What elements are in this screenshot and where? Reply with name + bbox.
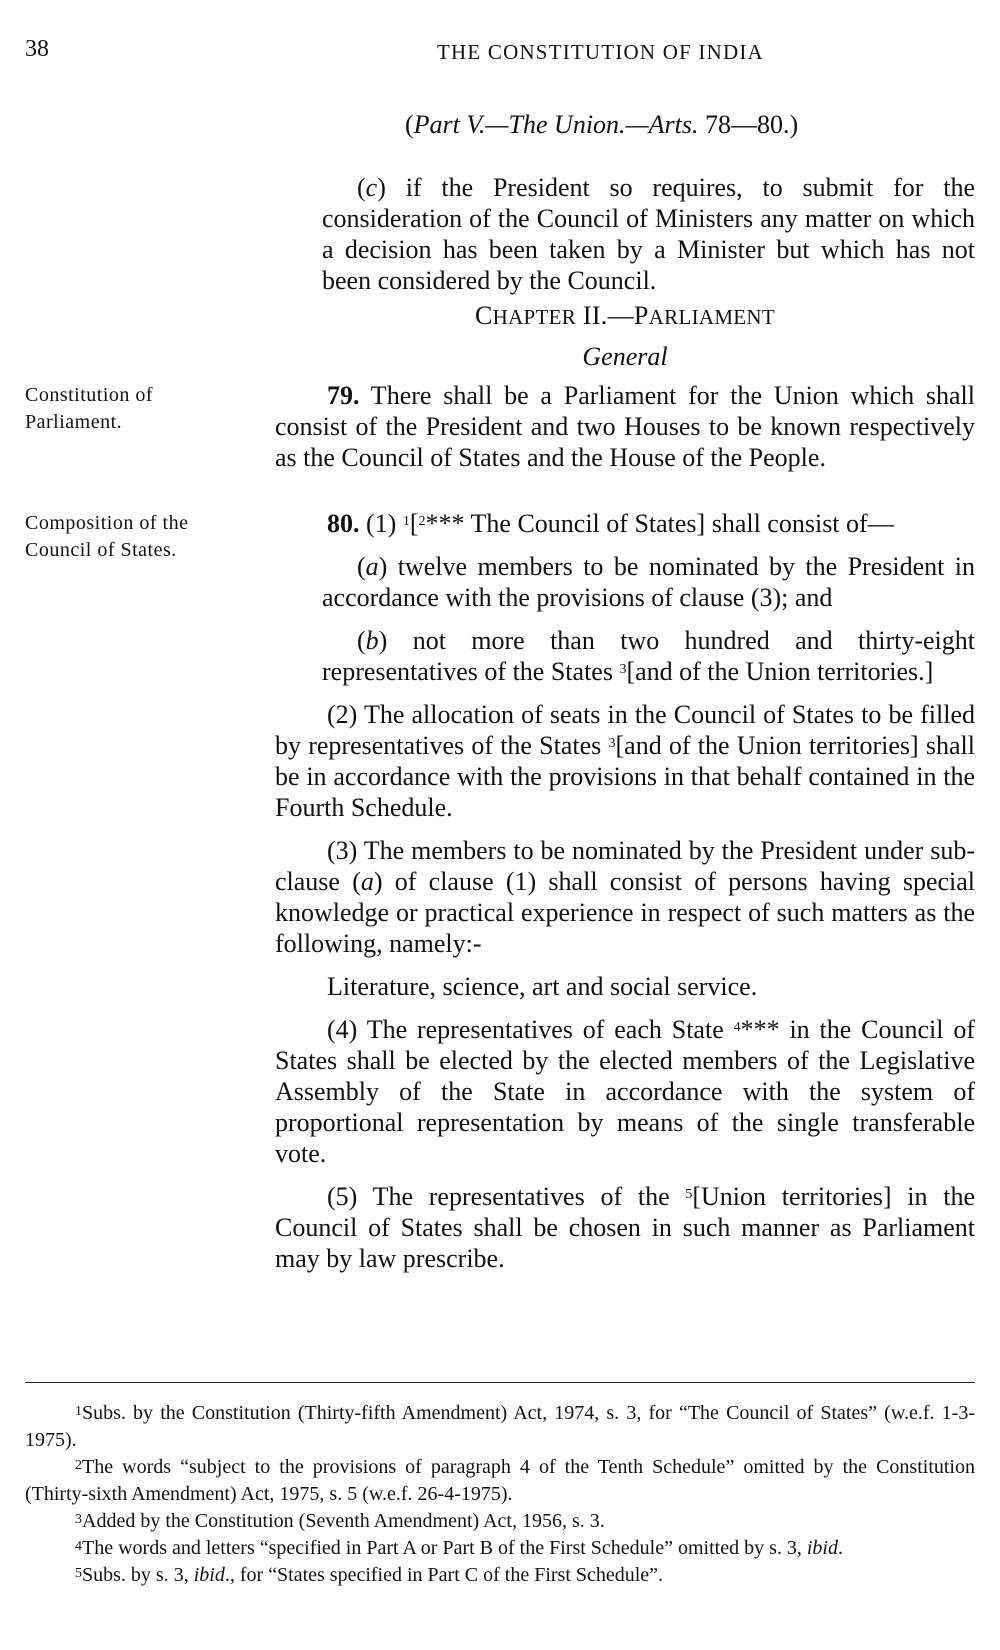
footnote-5-text: Subs. by s. 3,	[82, 1564, 194, 1586]
clause-c-label: c	[365, 173, 378, 202]
footnote-3-text: Added by the Constitution (Seventh Amendment) Act, 1956, s. 3.	[82, 1510, 605, 1532]
footnote-ref-5: 5	[685, 1187, 693, 1202]
clause-3-list: Literature, science, art and social service.	[327, 972, 758, 1001]
clause-c-block	[275, 172, 975, 308]
clause-1-text: *** The Council of States] shall consist of—	[425, 509, 894, 538]
article-80	[275, 508, 975, 1286]
article-79	[275, 380, 975, 485]
article-80-number: 80.	[327, 509, 360, 538]
clause-5-text-2: [Union territories] in the Council of States shall be chosen in such manner as Parliament may by law prescribe.	[275, 1182, 975, 1273]
clause-c: (c) if the President so requires, to submit for the consideration of the Council of Ministers any matter on which a decision has been taken by a Minister but which has not been considered by the Council.	[322, 173, 975, 295]
footnotes	[25, 1400, 975, 1589]
clause-4-text-1: (4) The representatives of each State	[327, 1015, 734, 1044]
clause-2-text-2: [and of the Union territories] shall be in accordance with the provisions in that behalf contained in the Fourth Schedule.	[275, 731, 975, 822]
footnote-ref-4: 4	[733, 1020, 741, 1035]
footnote-4-end: .	[838, 1537, 843, 1559]
sub-clause-a: (a) twelve members to be nominated by the President in accordance with the provisions of clause (3); and	[322, 552, 975, 612]
footnote-ref-1: 1	[402, 514, 410, 529]
chapter-smallcaps-2: ARLIAMENT	[648, 305, 776, 329]
footnote-ref-2: 2	[418, 514, 426, 529]
footnote-4-ibid: ibid	[806, 1537, 838, 1559]
article-80-clause-1	[275, 508, 975, 539]
sub-clause-b-text-2: [and of the Union territories.]	[626, 657, 934, 686]
section-subhead: General	[582, 342, 668, 371]
footnote-5-num: 5	[75, 1566, 82, 1581]
clause-5-text-1: (5) The representatives of the	[327, 1182, 686, 1211]
clause-3-italic: a	[360, 867, 374, 896]
footnote-ref-3: 3	[619, 662, 627, 677]
part-heading-range: 78—80.)	[698, 110, 799, 139]
sub-clause-b-label: b	[365, 626, 379, 655]
sub-clause-a-text: twelve members to be nominated by the President in accordance with the provisions of clause (3); and	[322, 552, 975, 612]
footnote-2	[25, 1454, 975, 1508]
footnote-1	[25, 1400, 975, 1454]
article-80-clause-2	[275, 699, 975, 823]
marginal-note-79: Constitution of Parliament.	[25, 384, 154, 433]
article-80-clause-4	[275, 1014, 975, 1169]
chapter-smallcaps-1: HAPTER	[492, 305, 577, 329]
footnote-divider	[25, 1382, 975, 1383]
footnote-5-ibid: ibid	[193, 1564, 225, 1586]
article-79-text	[275, 380, 975, 473]
part-heading	[405, 110, 798, 140]
footnote-ref-3b: 3	[608, 736, 616, 751]
footnote-5	[25, 1562, 975, 1589]
clause-2-text-1: (2) The allocation of seats in the Council of States to be filled by representatives of the States	[275, 700, 975, 760]
chapter-cap-p: II.—P	[576, 301, 649, 330]
sub-clause-b: (b) not more than two hundred and thirty-eight representatives of the States $^3$[and of the Union territories.]	[322, 626, 975, 686]
chapter-cap-c: C	[474, 301, 493, 330]
footnote-4-num: 4	[75, 1539, 82, 1554]
article-79-body: There shall be a Parliament for the Union which shall consist of the President and two Houses to be known respectively as the Council of States and the House of the People.	[275, 381, 975, 472]
article-80-clause-5	[275, 1181, 975, 1274]
footnote-5-end: ., for “States specified in Part C of the First Schedule”.	[224, 1564, 664, 1586]
clause-3-text-1: (3) The members to be nominated by the President under sub-clause (	[275, 836, 975, 896]
article-79-number: 79.	[327, 381, 360, 410]
sub-clause-a-label: a	[365, 552, 379, 581]
clause-c-text: if the President so requires, to submit for the consideration of the Council of Ministers any matter on which a decision has been taken by a Minister but which has not been considered by the Council.	[322, 173, 975, 295]
clause-1-bracket: [	[409, 509, 419, 538]
part-heading-open: (	[405, 110, 414, 139]
footnote-2-num: 2	[75, 1458, 82, 1473]
footnote-3-num: 3	[75, 1512, 82, 1527]
clause-4-text-2: *** in the Council of States shall be elected by the elected members of the Legislative Assembly of the State in accordance with the system of proportional representation by means of the single transferable vote.	[275, 1015, 975, 1168]
page-number: 38	[25, 36, 49, 62]
footnote-4	[25, 1535, 975, 1562]
chapter-heading	[275, 300, 975, 333]
part-heading-italic: Part V.—The Union.—Arts.	[413, 110, 699, 139]
sub-clause-b-text-1: not more than two hundred and thirty-eight representatives of the States	[322, 626, 975, 686]
article-80-clause-3	[275, 835, 975, 959]
clause-1-lead: (1)	[359, 509, 403, 538]
marginal-note-80: Composition of the Council of States.	[25, 512, 189, 561]
running-title: THE CONSTITUTION OF INDIA	[437, 40, 764, 64]
clause-3-text-2: ) of clause (1) shall consist of persons having special knowledge or practical experience in respect of such matters as the following, namely:-	[275, 867, 976, 958]
chapter-block	[275, 300, 975, 372]
footnote-1-num: 1	[75, 1404, 82, 1419]
footnote-4-text: The words and letters “specified in Part A or Part B of the First Schedule” omitted by s. 3,	[82, 1537, 807, 1559]
footnote-3	[25, 1508, 975, 1535]
footnote-1-text: Subs. by the Constitution (Thirty-fifth Amendment) Act, 1974, s. 3, for “The Council of States” (w.e.f. 1-3-1975).	[25, 1402, 975, 1451]
footnote-2-text: The words “subject to the provisions of paragraph 4 of the Tenth Schedule” omitted by the Constitution (Thirty-sixth Amendment) Act, 1975, s. 5 (w.e.f. 26-4-1975).	[25, 1456, 975, 1505]
